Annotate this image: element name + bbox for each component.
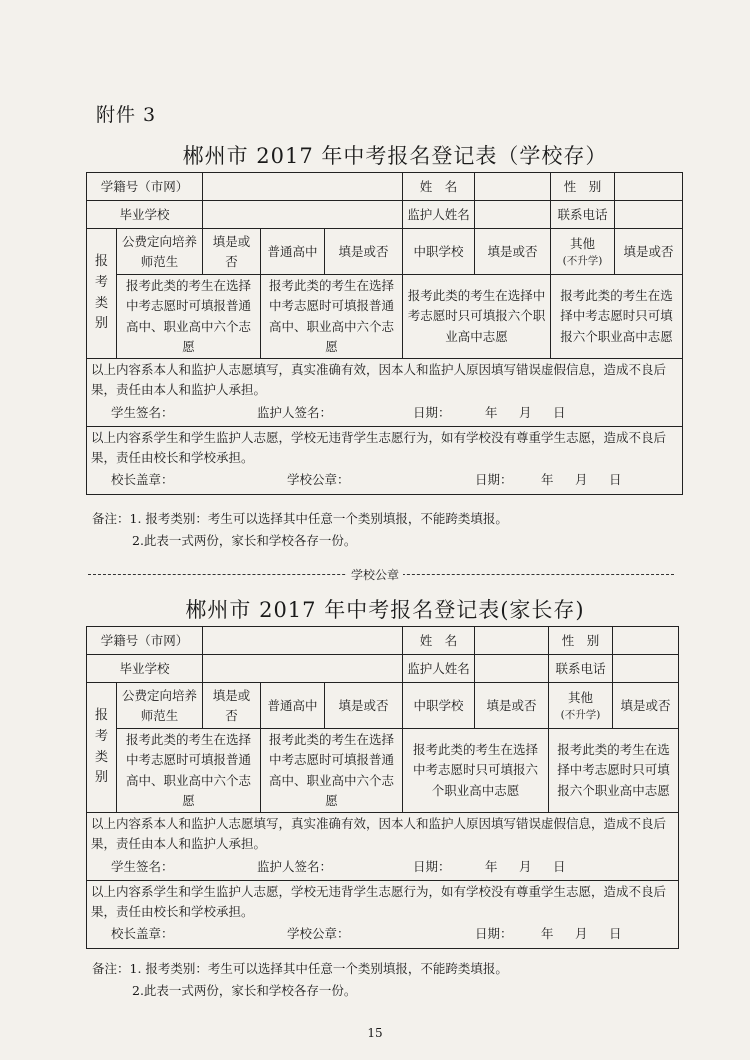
phone-label: 联系电话	[549, 655, 613, 683]
student-id-field[interactable]	[203, 627, 403, 655]
declaration-student: 以上内容系本人和监护人志愿填写，真实准确有效，因本人和监护人原因填写错误虚假信息，造成不良后果，责任由本人和监护人承担。	[91, 362, 667, 398]
category-label: 报考类别	[87, 683, 117, 813]
cut-line-label: 学校公章	[347, 568, 403, 582]
declaration-student: 以上内容系本人和监护人志愿填写，真实准确有效，因本人和监护人原因填写错误虚假信息，造成不良后果，责任由本人和监护人承担。	[91, 816, 667, 852]
gender-field[interactable]	[615, 173, 683, 201]
graduation-school-field[interactable]	[203, 201, 403, 229]
day-label: 日	[553, 404, 566, 420]
category-description: 报考此类的考生在选择中考志愿时只可填报六个职业高中志愿	[403, 275, 551, 359]
category-description: 报考此类的考生在选择中考志愿时可填报普通高中、职业高中六个志愿	[261, 729, 403, 813]
registration-form-parent-copy	[86, 626, 679, 949]
guardian-name-label: 监护人姓名	[403, 655, 475, 683]
fill-yes-no-label: 填是或否	[475, 229, 551, 275]
notes-school-copy	[92, 508, 508, 552]
guardian-name-field[interactable]	[475, 655, 549, 683]
school-seal-label: 学校公章：	[287, 472, 350, 488]
gender-field[interactable]	[613, 627, 679, 655]
declaration-school-section	[87, 880, 679, 948]
gender-label: 性 别	[549, 627, 613, 655]
month-label: 月	[519, 858, 532, 874]
category-name-other	[549, 683, 613, 729]
month-label: 月	[519, 404, 532, 420]
phone-field[interactable]	[613, 655, 679, 683]
category-description: 报考此类的考生在选择中考志愿时可填报普通高中、职业高中六个志愿	[117, 729, 261, 813]
fill-yes-no-label: 填是或否	[615, 229, 683, 275]
year-label: 年	[485, 858, 498, 874]
gender-label: 性 别	[551, 173, 615, 201]
category-description: 报考此类的考生在选择中考志愿时只可填报六个职业高中志愿	[403, 729, 549, 813]
signature-line-student	[91, 855, 674, 879]
date-label: 日期：	[413, 858, 451, 874]
year-label: 年	[485, 404, 498, 420]
fill-yes-no-label: 填是或否	[203, 229, 261, 275]
name-label: 姓 名	[403, 173, 475, 201]
fill-yes-no-label: 填是或否	[475, 683, 549, 729]
principal-seal-label: 校长盖章：	[111, 926, 174, 942]
category-label: 报考类别	[87, 229, 117, 359]
category-name: 中职学校	[403, 683, 475, 729]
registration-form-school-copy	[86, 172, 683, 495]
fill-yes-no-label: 填是或否	[325, 229, 403, 275]
day-label: 日	[609, 472, 622, 488]
signature-line-school	[91, 468, 678, 492]
category-name: 公费定向培养师范生	[117, 683, 203, 729]
date-label: 日期：	[475, 472, 513, 488]
declaration-student-section	[87, 359, 683, 427]
fill-yes-no-label: 填是或否	[613, 683, 679, 729]
category-description: 报考此类的考生在选择中考志愿时可填报普通高中、职业高中六个志愿	[261, 275, 403, 359]
phone-field[interactable]	[615, 201, 683, 229]
day-label: 日	[553, 858, 566, 874]
guardian-signature-label: 监护人签名：	[257, 404, 333, 420]
graduation-school-field[interactable]	[203, 655, 403, 683]
student-id-field[interactable]	[203, 173, 403, 201]
date-label: 日期：	[413, 404, 451, 420]
declaration-school-section	[87, 426, 683, 494]
note-1: 备注：1. 报考类别：考生可以选择其中任意一个类别填报，不能跨类填报。	[92, 961, 508, 976]
year-label: 年	[541, 472, 554, 488]
category-name-other	[551, 229, 615, 275]
name-field[interactable]	[475, 627, 549, 655]
cut-line-label-wrap	[0, 566, 750, 583]
declaration-school: 以上内容系学生和学生监护人志愿，学校无违背学生志愿行为，如有学校没有尊重学生志愿，造成不良后果，责任由校长和学校承担。	[91, 429, 667, 465]
category-description: 报考此类的考生在选择中考志愿时只可填报六个职业高中志愿	[549, 729, 679, 813]
name-label: 姓 名	[403, 627, 475, 655]
guardian-name-label: 监护人姓名	[403, 201, 475, 229]
signature-line-school	[91, 922, 674, 946]
category-note: (不升学)	[562, 255, 603, 268]
category-name: 其他	[568, 689, 594, 705]
category-name: 普通高中	[261, 229, 325, 275]
form-title-parent-copy: 郴州市 2017 年中考报名登记表(家长存)	[185, 598, 585, 622]
graduation-school-label: 毕业学校	[87, 201, 203, 229]
notes-parent-copy	[92, 958, 508, 1002]
date-label: 日期：	[475, 926, 513, 942]
attachment-label: 附件 3	[96, 104, 157, 126]
guardian-name-field[interactable]	[475, 201, 551, 229]
category-name: 公费定向培养师范生	[117, 229, 203, 275]
guardian-signature-label: 监护人签名：	[257, 858, 333, 874]
school-seal-label: 学校公章：	[287, 926, 350, 942]
name-field[interactable]	[475, 173, 551, 201]
declaration-student-section	[87, 813, 679, 881]
form-title-school-copy: 郴州市 2017 年中考报名登记表（学校存）	[182, 144, 608, 168]
student-id-label: 学籍号（市网）	[87, 173, 203, 201]
fill-yes-no-label: 填是或否	[203, 683, 261, 729]
category-note: (不升学)	[560, 709, 601, 722]
category-description: 报考此类的考生在选择中考志愿时可填报普通高中、职业高中六个志愿	[117, 275, 261, 359]
category-description: 报考此类的考生在选择中考志愿时只可填报六个职业高中志愿	[551, 275, 683, 359]
student-signature-label: 学生签名：	[111, 858, 174, 874]
note-2: 2.此表一式两份，家长和学校各存一份。	[132, 532, 357, 548]
student-signature-label: 学生签名：	[111, 404, 174, 420]
principal-seal-label: 校长盖章：	[111, 472, 174, 488]
graduation-school-label: 毕业学校	[87, 655, 203, 683]
year-label: 年	[541, 926, 554, 942]
category-name: 中职学校	[403, 229, 475, 275]
declaration-school: 以上内容系学生和学生监护人志愿，学校无违背学生志愿行为，如有学校没有尊重学生志愿，造成不良后果，责任由校长和学校承担。	[91, 883, 667, 919]
day-label: 日	[609, 926, 622, 942]
phone-label: 联系电话	[551, 201, 615, 229]
month-label: 月	[575, 472, 588, 488]
category-name: 普通高中	[261, 683, 325, 729]
signature-line-student	[91, 401, 678, 425]
category-name: 其他	[570, 235, 596, 251]
note-1: 备注：1. 报考类别：考生可以选择其中任意一个类别填报，不能跨类填报。	[92, 511, 508, 526]
note-2: 2.此表一式两份，家长和学校各存一份。	[132, 982, 357, 998]
page-number: 15	[367, 1026, 383, 1040]
month-label: 月	[575, 926, 588, 942]
student-id-label: 学籍号（市网）	[87, 627, 203, 655]
fill-yes-no-label: 填是或否	[325, 683, 403, 729]
